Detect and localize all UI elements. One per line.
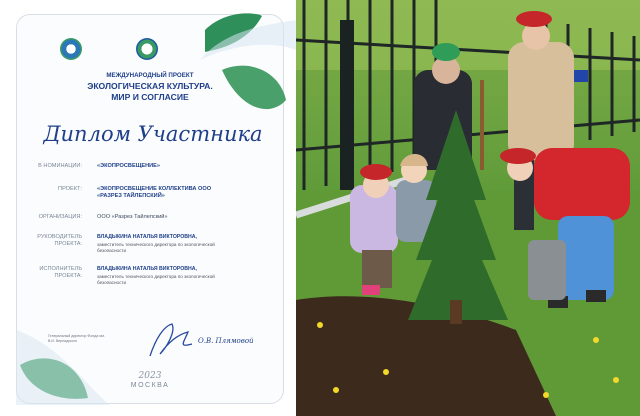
value-project: «ЭКОПРОСВЕЩЕНИЕ КОЛЛЕКТИВА ООО «РАЗРЕЗ ТАЙЛЕПСКИЙ» bbox=[97, 186, 212, 199]
value-project-executor-position: заместитель технического директора по экологической безопасности bbox=[97, 274, 215, 285]
label-organization: ОРГАНИЗАЦИЯ: bbox=[38, 214, 82, 220]
project-header-line-1: МЕЖДУНАРОДНЫЙ ПРОЕКТ bbox=[106, 72, 194, 79]
tree-planting-photo bbox=[296, 0, 640, 416]
fence-post bbox=[340, 20, 354, 190]
value-organization: ООО «Разрез Тайлепский» bbox=[97, 214, 168, 220]
photo-illustration bbox=[296, 0, 640, 416]
project-logo bbox=[136, 38, 158, 60]
city: МОСКВА bbox=[130, 382, 170, 389]
label-nomination: В НОМИНАЦИИ: bbox=[38, 163, 82, 169]
value-project-executor: ВЛАДЫКИНА НАТАЛЬЯ ВИКТОРОВНА, bbox=[97, 266, 197, 272]
watering-bucket bbox=[528, 240, 566, 300]
project-header-line-2: ЭКОЛОГИЧЕСКАЯ КУЛЬТУРА. bbox=[87, 81, 213, 91]
fund-logo bbox=[60, 38, 82, 60]
label-project-lead: РУКОВОДИТЕЛЬ ПРОЕКТА: bbox=[37, 234, 82, 247]
signer-title: Генеральный директор Фонда им. В.И. Вернадского bbox=[48, 334, 105, 343]
diploma-certificate bbox=[0, 0, 296, 416]
value-nomination: «ЭКОПРОСВЕЩЕНИЕ» bbox=[97, 163, 161, 169]
label-project: ПРОЕКТ: bbox=[58, 186, 82, 192]
label-project-executor: ИСПОЛНИТЕЛЬ ПРОЕКТА: bbox=[39, 266, 82, 279]
value-project-lead-position: заместитель технического директора по экологической безопасности bbox=[97, 242, 215, 253]
year: 2023 bbox=[138, 371, 162, 381]
signer-name: О.В. Плямовой bbox=[198, 337, 254, 345]
value-project-lead: ВЛАДЫКИНА НАТАЛЬЯ ВИКТОРОВНА, bbox=[97, 234, 197, 240]
project-header-line-3: МИР И СОГЛАСИЕ bbox=[111, 92, 189, 102]
signature-scribble bbox=[146, 318, 196, 362]
diploma-title: Диплом Участника bbox=[43, 122, 263, 146]
